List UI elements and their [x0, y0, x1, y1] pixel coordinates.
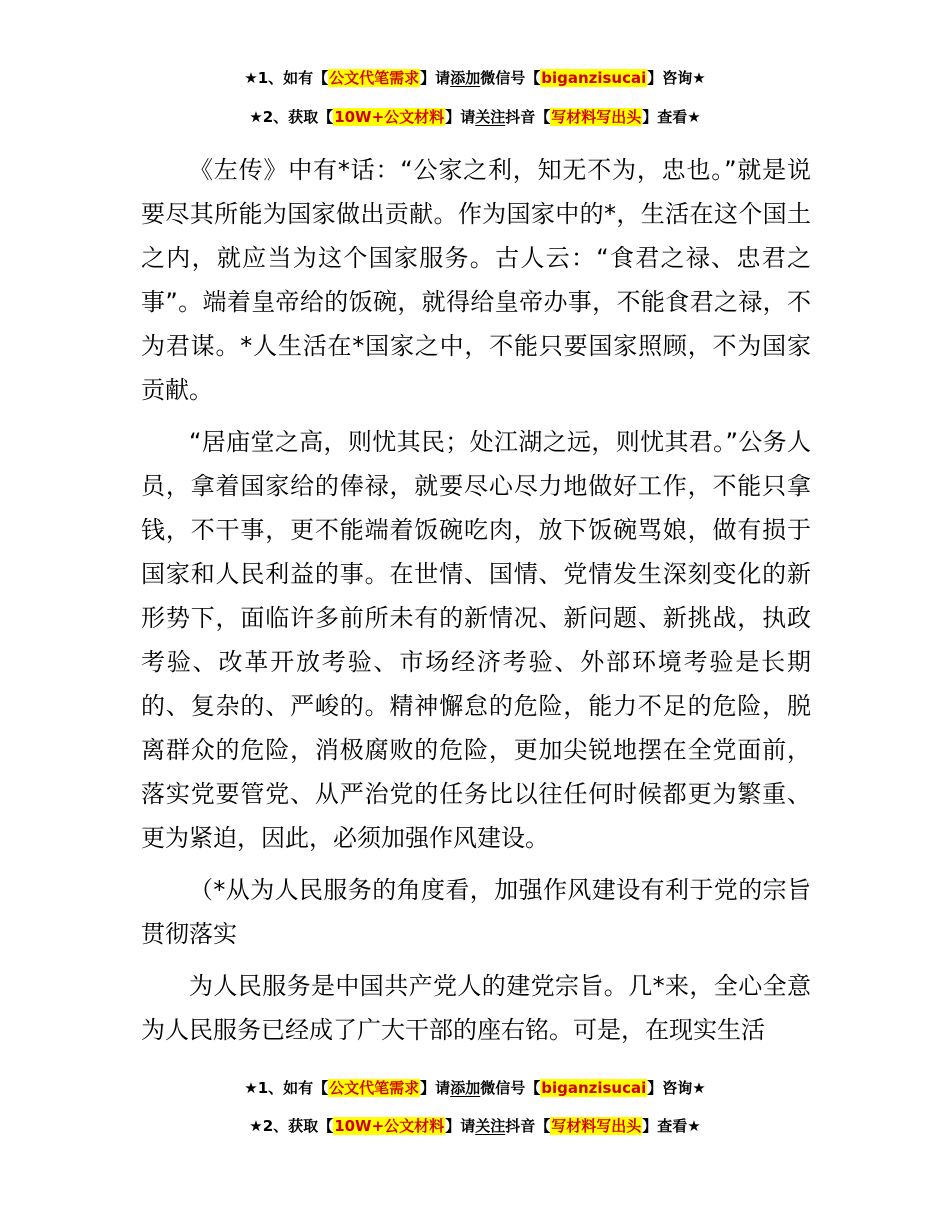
banner-text: 】咨询★ [647, 1079, 706, 1097]
banner-text: 抖音【 [505, 1117, 551, 1135]
banner-text: ★2、获取【 [249, 108, 334, 126]
footer-banner-line-2 [0, 1116, 950, 1136]
banner-highlight-service: 公文代笔需求 [329, 1079, 420, 1097]
banner-text: ★1、如有【 [244, 69, 329, 87]
banner-text: 】请 [420, 69, 451, 87]
banner-text: 】请 [420, 1079, 451, 1097]
banner-underlined-text: 关注 [475, 108, 506, 126]
paragraph-1: 《左传》中有*话：“公家之利，知无不为，忠也。”就是说要尽其所能为国家做出贡献。作为国家中的*，生活在这个国土之内，就应当为这个国家服务。古人云：“食君之禄、忠君之事”。端着皇帝给的饭碗，就得给皇帝办事，不能食君之禄，不为君谋。*人生活在*国家之中，不能只要国家照顾，不为国家贡献。 [141, 156, 811, 404]
banner-text: 微信号【 [480, 69, 541, 87]
banner-highlight-materials: 10W+公文材料 [334, 108, 445, 126]
banner-text: ★2、获取【 [249, 1117, 334, 1135]
banner-text: 微信号【 [480, 1079, 541, 1097]
banner-highlight-wechat-id: biganzisucai [541, 1079, 647, 1097]
banner-highlight-materials: 10W+公文材料 [334, 1117, 445, 1135]
banner-text: 】请 [445, 1117, 476, 1135]
document-body [141, 148, 811, 1052]
banner-text: 】查看★ [642, 108, 701, 126]
banner-highlight-wechat-id: biganzisucai [541, 69, 647, 87]
header-banner-line-2 [0, 107, 950, 127]
banner-highlight-service: 公文代笔需求 [329, 69, 420, 87]
banner-text: 】查看★ [642, 1117, 701, 1135]
banner-underlined-text: 添加 [450, 69, 481, 87]
banner-highlight-douyin-id: 写材料写出头 [551, 108, 642, 126]
footer-banner-line-1 [0, 1078, 950, 1098]
banner-underlined-text: 添加 [450, 1079, 481, 1097]
header-banner-line-1 [0, 68, 950, 88]
banner-text: ★1、如有【 [244, 1079, 329, 1097]
paragraph-3: （*从为人民服务的角度看，加强作风建设有利于党的宗旨贯彻落实 [141, 876, 811, 948]
banner-text: 】咨询★ [647, 69, 706, 87]
paragraph-2: “居庙堂之高，则忧其民；处江湖之远，则忧其君。”公务人员，拿着国家给的俸禄，就要尽心尽力地做好工作，不能只拿钱，不干事，更不能端着饭碗吃肉，放下饭碗骂娘，做有损于国家和人民利益的事。在世情、国情、党情发生深刻变化的新形势下，面临许多前所未有的新情况、新问题、新挑战，执政考验、改革开放考验、市场经济考验、外部环境考验是长期的、复杂的、严峻的。精神懈怠的危险，能力不足的危险，脱离群众的危险，消极腐败的危险，更加尖锐地摆在全党面前，落实党要管党、从严治党的任务比以往任何时候都更为繁重、更为紧迫，因此，必须加强作风建设。 [141, 428, 811, 852]
banner-underlined-text: 关注 [475, 1117, 506, 1135]
banner-highlight-douyin-id: 写材料写出头 [551, 1117, 642, 1135]
banner-text: 】请 [445, 108, 476, 126]
paragraph-4: 为人民服务是中国共产党人的建党宗旨。几*来，全心全意为人民服务已经成了广大干部的座右铭。可是，在现实生活 [141, 972, 811, 1044]
banner-text: 抖音【 [505, 108, 551, 126]
